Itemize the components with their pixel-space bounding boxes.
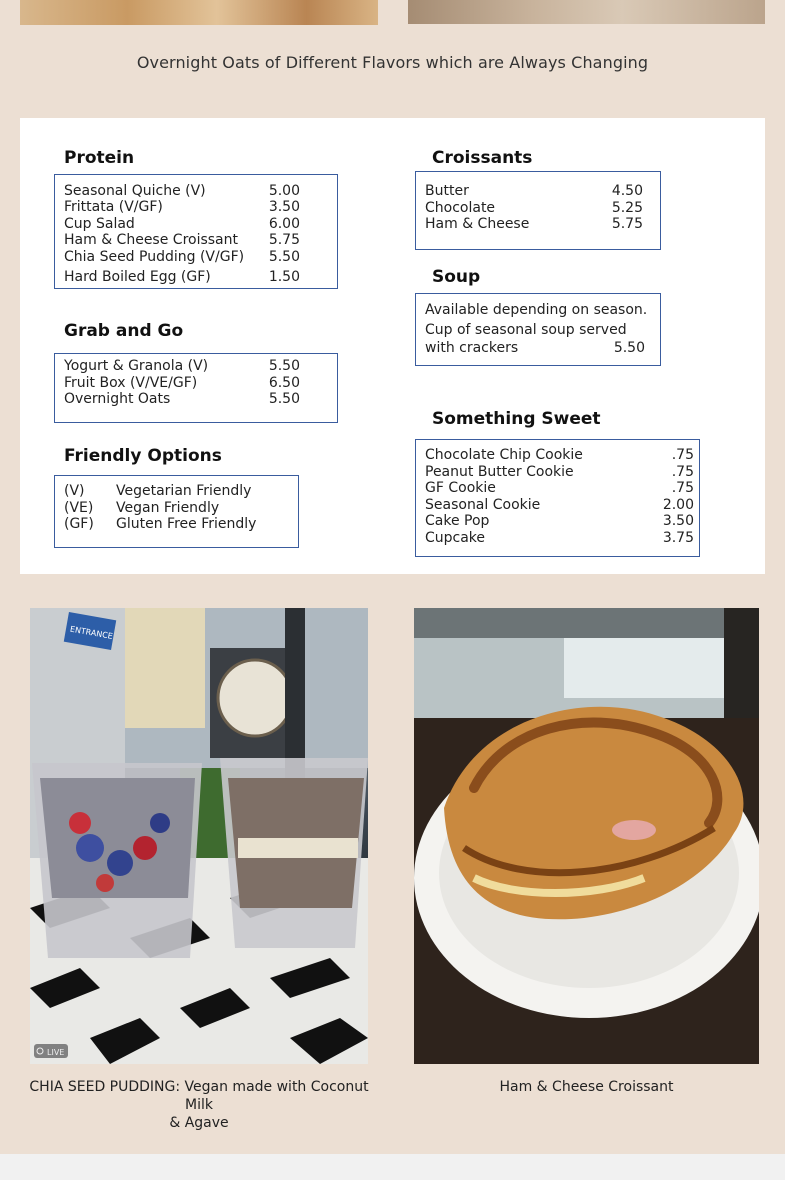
protein-title: Protein [64, 148, 135, 168]
menu-item: Ham & Cheese Croissant 5.75 [64, 232, 300, 248]
caption-line: & Agave [169, 1115, 229, 1131]
menu-item: Chia Seed Pudding (V/GF) 5.50 [64, 249, 300, 265]
footer-bar [0, 1154, 785, 1180]
menu-item: Seasonal Cookie 2.00 [425, 497, 694, 513]
top-photo-caption: Overnight Oats of Different Flavors which are Always Changing [136, 53, 649, 72]
something-sweet-box [415, 439, 700, 557]
live-badge: LIVE [47, 1048, 65, 1057]
protein-box [54, 174, 338, 289]
something-sweet-title: Something Sweet [432, 409, 601, 429]
croissants-title: Croissants [432, 148, 533, 168]
menu-image [20, 118, 765, 574]
chia-pudding-photo [30, 608, 368, 1064]
friendly-options-title: Friendly Options [64, 446, 222, 466]
menu-item: Hard Boiled Egg (GF) 1.50 [64, 269, 300, 285]
soup-title: Soup [432, 267, 481, 287]
menu-item: Frittata (V/GF) 3.50 [64, 199, 300, 215]
menu-item: GF Cookie .75 [425, 480, 694, 496]
menu-item: Butter 4.50 [425, 183, 643, 199]
croissant-illustration [414, 608, 759, 1064]
menu-item: Peanut Butter Cookie .75 [425, 464, 694, 480]
croissant-caption: Ham & Cheese Croissant [499, 1079, 674, 1095]
top-photo-right [408, 0, 765, 24]
croissants-box [415, 171, 661, 250]
caption-line: CHIA SEED PUDDING: Vegan made with Coconut Milk [29, 1079, 369, 1113]
chia-pudding-caption [14, 1078, 384, 1132]
menu-item: with crackers 5.50 [425, 340, 645, 356]
menu-item: Ham & Cheese 5.75 [425, 216, 643, 232]
entrance-sign: ENTRANCE [69, 624, 114, 641]
friendly-options-box [54, 475, 299, 548]
grab-and-go-box [54, 353, 338, 423]
menu-item: Chocolate Chip Cookie .75 [425, 447, 694, 463]
menu-item: Cake Pop 3.50 [425, 513, 694, 529]
menu-item: Cupcake 3.75 [425, 530, 694, 546]
croissant-photo [414, 608, 759, 1064]
soup-description: Cup of seasonal soup served [425, 322, 627, 338]
legend-item: (GF) Gluten Free Friendly [64, 516, 257, 532]
soup-description: Available depending on season. [425, 302, 648, 318]
menu-item: Yogurt & Granola (V) 5.50 [64, 358, 300, 374]
menu-item: Seasonal Quiche (V) 5.00 [64, 183, 300, 199]
menu-item: Cup Salad 6.00 [64, 216, 300, 232]
top-photo-left [20, 0, 378, 25]
legend-item: (V) Vegetarian Friendly [64, 483, 252, 499]
chia-pudding-illustration [30, 608, 368, 1064]
legend-item: (VE) Vegan Friendly [64, 500, 220, 516]
menu-item: Chocolate 5.25 [425, 200, 643, 216]
menu-item: Overnight Oats 5.50 [64, 391, 300, 407]
grab-and-go-title: Grab and Go [64, 321, 184, 341]
menu-item: Fruit Box (V/VE/GF) 6.50 [64, 375, 300, 391]
soup-box [415, 293, 661, 366]
